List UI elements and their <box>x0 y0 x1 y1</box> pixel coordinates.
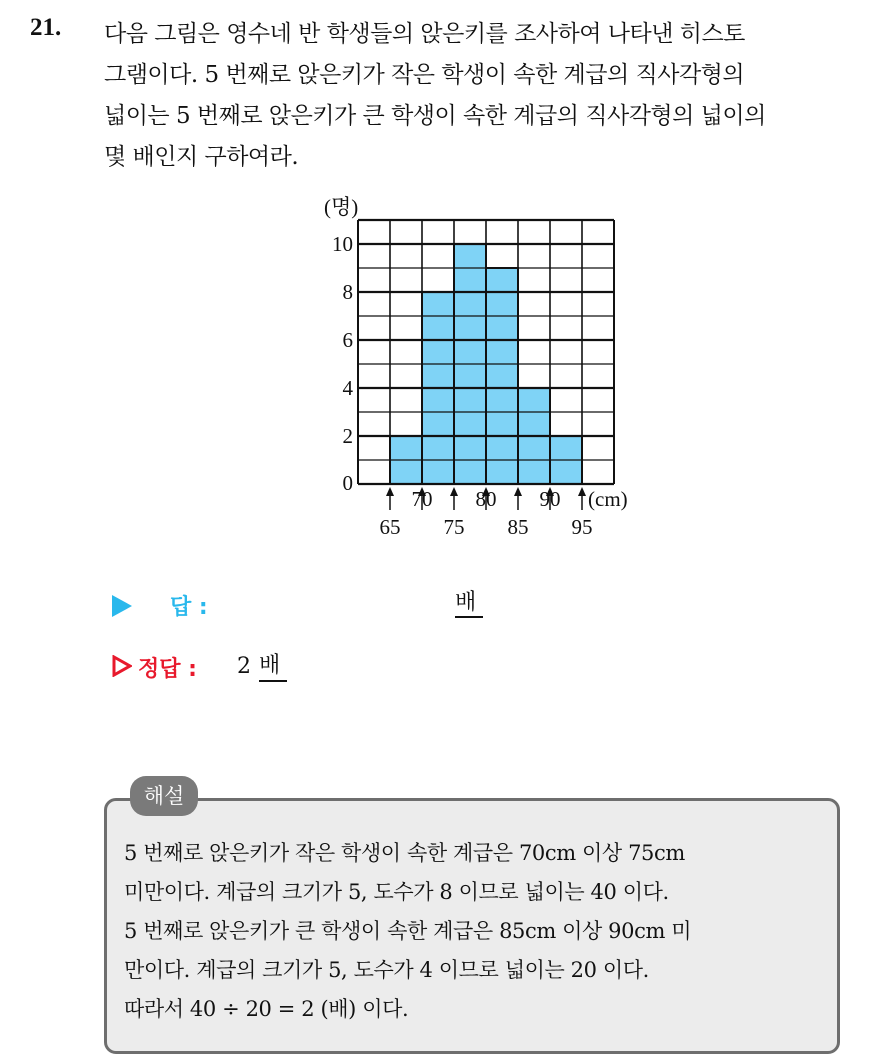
correct-answer-unit: 배 <box>259 652 287 682</box>
histogram-chart <box>310 190 650 550</box>
play-arrow-icon <box>112 595 132 617</box>
outline-arrow-icon <box>112 655 132 677</box>
x-axis-unit: (cm) <box>588 487 628 511</box>
bin-edge-arrowhead <box>514 487 522 496</box>
bin-edge-arrowhead <box>450 487 458 496</box>
histogram-bar <box>486 268 518 484</box>
solution-line: 따라서 40 ÷ 20 = 2 (배) 이다. <box>124 997 409 1021</box>
question-line: 다음 그림은 영수네 반 학생들의 앉은키를 조사하여 나타낸 히스토 <box>104 21 745 47</box>
x-tick-label-upper: 70 <box>411 487 433 511</box>
answer-label: 답 : <box>170 595 208 620</box>
answer-blank: 배 <box>455 590 483 618</box>
y-tick-label: 4 <box>342 376 353 400</box>
question-text <box>104 14 864 178</box>
question-line: 몇 배인지 구하여라. <box>104 144 299 170</box>
y-tick-label: 10 <box>332 232 353 256</box>
x-tick-label-lower: 75 <box>443 515 465 539</box>
question-number: 21. <box>30 14 62 41</box>
question-line: 넓이는 5 번째로 앉은키가 큰 학생이 속한 계급의 직사각형의 넓이의 <box>104 103 766 129</box>
solution-tag: 해설 <box>130 776 198 816</box>
y-tick-label: 2 <box>342 424 353 448</box>
solution-text <box>124 834 829 1029</box>
bin-edge-arrowhead <box>386 487 394 496</box>
y-axis-label: (명) <box>324 195 359 219</box>
x-tick-label-lower: 65 <box>379 515 401 539</box>
bin-edge-arrowhead <box>578 487 586 496</box>
correct-answer-value: 2 <box>237 654 251 679</box>
question-line: 그램이다. 5 번째로 앉은키가 작은 학생이 속한 계급의 직사각형의 <box>104 62 745 88</box>
x-tick-label-lower: 85 <box>507 515 529 539</box>
y-tick-label: 0 <box>342 471 353 495</box>
y-tick-label: 8 <box>342 280 353 304</box>
x-tick-label-upper: 90 <box>539 487 561 511</box>
correct-answer-label: 정답 : <box>138 657 197 682</box>
solution-line: 5 번째로 앉은키가 작은 학생이 속한 계급은 70cm 이상 75cm <box>124 841 685 865</box>
x-tick-label-lower: 95 <box>571 515 593 539</box>
x-tick-label-upper: 80 <box>475 487 497 511</box>
y-tick-label: 6 <box>342 328 353 352</box>
solution-line: 5 번째로 앉은키가 큰 학생이 속한 계급은 85cm 이상 90cm 미 <box>124 919 692 943</box>
solution-line: 미만이다. 계급의 크기가 5, 도수가 8 이므로 넓이는 40 이다. <box>124 880 669 904</box>
solution-line: 만이다. 계급의 크기가 5, 도수가 4 이므로 넓이는 20 이다. <box>124 958 649 982</box>
